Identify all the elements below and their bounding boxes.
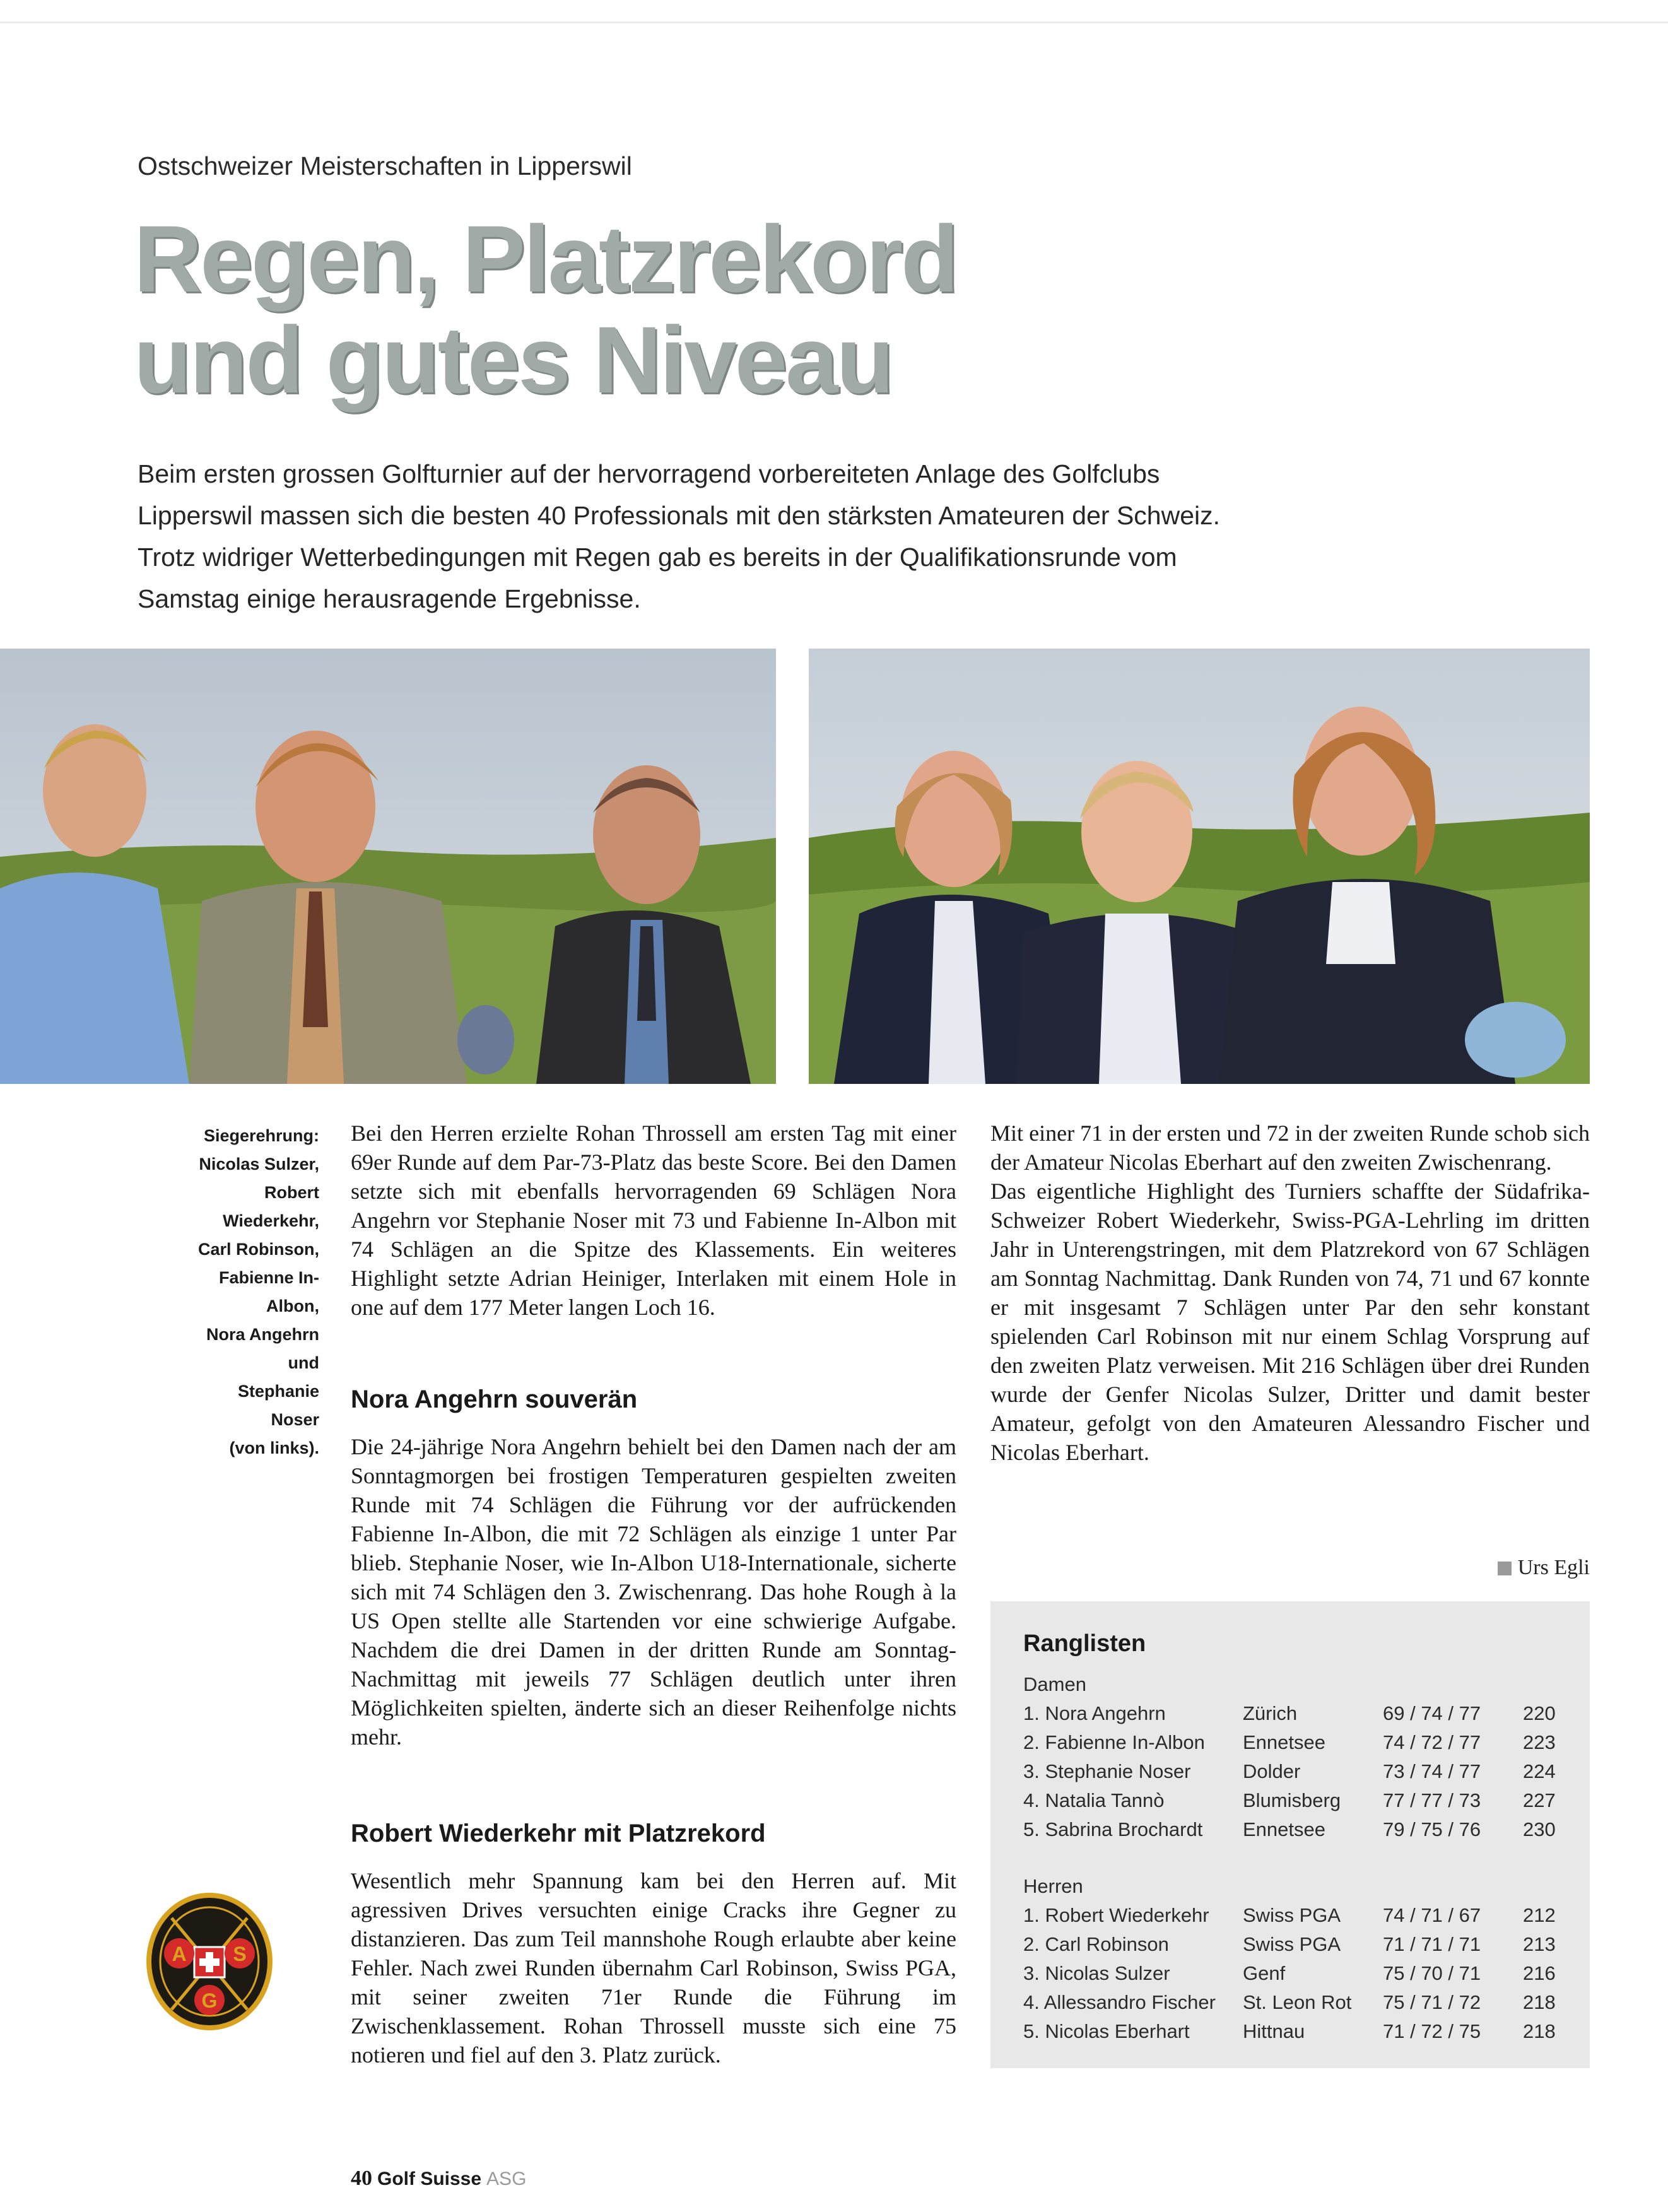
table-row <box>1023 1731 1566 1760</box>
caption-line: Stephanie Noser <box>237 1382 319 1429</box>
caption-line: Nora Angehrn und <box>206 1325 319 1372</box>
top-rule <box>0 21 1668 23</box>
table-row <box>1023 2020 1566 2049</box>
caption-line: Siegerehrung: <box>203 1126 319 1145</box>
player-rounds: 69 / 74 / 77 <box>1383 1702 1481 1724</box>
square-bullet-icon <box>1498 1562 1512 1575</box>
rankings-damen-list <box>1023 1702 1566 1847</box>
subhead-nora-angehrn: Nora Angehrn souverän <box>351 1385 638 1413</box>
player-club: Genf <box>1243 1962 1286 1984</box>
player-total: 227 <box>1523 1789 1556 1811</box>
caption-line: Fabienne In-Albon, <box>218 1268 319 1315</box>
footer-brand: Golf Suisse <box>377 2168 482 2189</box>
table-row <box>1023 1702 1566 1731</box>
rankings-group-herren: Herren <box>1023 1875 1083 1897</box>
headline <box>134 206 1522 413</box>
photo-women <box>809 649 1590 1084</box>
player-name: 2. Fabienne In-Albon <box>1023 1731 1205 1753</box>
player-club: Zürich <box>1243 1702 1298 1724</box>
player-name: 3. Nicolas Sulzer <box>1023 1962 1170 1984</box>
table-row <box>1023 1962 1566 1991</box>
rankings-group-damen: Damen <box>1023 1673 1086 1695</box>
player-name: 3. Stephanie Noser <box>1023 1760 1191 1782</box>
player-rounds: 71 / 72 / 75 <box>1383 2020 1481 2042</box>
player-name: 1. Nora Angehrn <box>1023 1702 1166 1724</box>
author-name: Urs Egli <box>1517 1556 1590 1579</box>
kicker: Ostschweizer Meisterschaften in Lipperswil <box>138 151 632 180</box>
paragraph: Wesentlich mehr Spannung kam bei den Herren auf. Mit agressiven Drives versuchten einige Cracks ihre Gegner zu distanzieren. Das zum Teil mannshohe Rough erlaubte aber keine Fehler. Nach zwei Runden übernahm Carl Robinson, Swiss PGA, mit seiner zweiten 71er Runde die Führung im Zwischenklassement. Rohan Throssell musste sich eine 75 notieren und fiel auf den 3. Platz zurück. <box>351 1868 956 2068</box>
table-row <box>1023 1789 1566 1818</box>
player-rounds: 74 / 72 / 77 <box>1383 1731 1481 1753</box>
caption-line: (von links). <box>229 1438 319 1457</box>
subhead-robert-wiederkehr: Robert Wiederkehr mit Platzrekord <box>351 1820 766 1847</box>
player-club: St. Leon Rot <box>1243 1991 1352 2013</box>
player-club: Swiss PGA <box>1243 1933 1341 1955</box>
page-number: 40 <box>351 2167 372 2190</box>
player-name: 1. Robert Wiederkehr <box>1023 1904 1209 1926</box>
player-total: 230 <box>1523 1818 1556 1840</box>
footer-asg: ASG <box>486 2168 527 2189</box>
column-2 <box>990 1119 1590 1467</box>
player-rounds: 75 / 71 / 72 <box>1383 1991 1481 2013</box>
table-row <box>1023 1933 1566 1962</box>
player-rounds: 73 / 74 / 77 <box>1383 1760 1481 1782</box>
player-total: 224 <box>1523 1760 1556 1782</box>
player-rounds: 74 / 71 / 67 <box>1383 1904 1481 1926</box>
author-byline <box>1498 1556 1590 1580</box>
player-name: 5. Sabrina Brochardt <box>1023 1818 1203 1840</box>
player-club: Blumisberg <box>1243 1789 1341 1811</box>
player-rounds: 71 / 71 / 71 <box>1383 1933 1481 1955</box>
player-name: 5. Nicolas Eberhart <box>1023 2020 1190 2042</box>
player-rounds: 77 / 77 / 73 <box>1383 1789 1481 1811</box>
headline-line-2: und gutes Niveau <box>134 307 893 413</box>
column-1-intro <box>351 1119 956 1322</box>
rankings-title: Ranglisten <box>1023 1630 1146 1657</box>
caption-line: Nicolas Sulzer, <box>199 1155 319 1174</box>
caption-line: Robert Wiederkehr, <box>223 1183 319 1230</box>
player-total: 218 <box>1523 1991 1556 2013</box>
player-club: Swiss PGA <box>1243 1904 1341 1926</box>
player-total: 218 <box>1523 2020 1556 2042</box>
player-name: 4. Allessandro Fischer <box>1023 1991 1216 2013</box>
svg-text:G: G <box>201 1989 218 2012</box>
rankings-herren-list <box>1023 1904 1566 2049</box>
paragraph: Mit einer 71 in der ersten und 72 in der zweiten Runde schob sich der Amateur Nicolas Eberhart auf den zweiten Zwischenrang. <box>990 1121 1590 1175</box>
svg-text:A: A <box>172 1943 187 1965</box>
player-rounds: 75 / 70 / 71 <box>1383 1962 1481 1984</box>
asg-logo <box>146 1893 273 2030</box>
paragraph: Die 24-jährige Nora Angehrn behielt bei den Damen nach der am Sonntagmorgen bei frostigen Temperaturen gespielten zweiten Runde mit 74 Schlägen die Führung vor der aufrückenden Fabienne In-Albon, die mit 72 Schlägen als einzige 1 unter Par blieb. Stephanie Noser, wie In-Albon U18-Internationale, sicherte sich mit 74 Schlägen den 3. Zwischenrang. Das hohe Rough à la US Open stellte alle Startenden vor eine schwierige Aufgabe. Nachdem die drei Damen in der dritten Runde am Sonntag-Nachmittag mit jeweils 77 Schlägen deutlich unter ihren Möglichkeiten spielten, änderte sich an dieser Reihenfolge nichts mehr. <box>351 1434 956 1750</box>
page-footer <box>351 2167 526 2191</box>
photo-men <box>0 649 776 1084</box>
paragraph: Das eigentliche Highlight des Turniers schaffte der Südafrika-Schweizer Robert Wiederkehr, Swiss-PGA-Lehrling im dritten Jahr in Unterengstringen, mit dem Platzrekord von 67 Schlägen am Sonntag Nachmittag. Dank Runden von 74, 71 und 67 konnte er mit insgesamt 7 Schlägen unter Par den sehr konstant spielenden Carl Robinson mit nur einem Schlag Vorsprung auf den zweiten Platz verweisen. Mit 216 Schlägen über drei Runden wurde der Genfer Nicolas Sulzer, Dritter und damit bester Amateur, gefolgt von den Amateuren Alessandro Fischer und Nicolas Eberhart. <box>990 1179 1590 1465</box>
table-row <box>1023 1760 1566 1789</box>
player-total: 213 <box>1523 1933 1556 1955</box>
headline-line-1: Regen, Platzrekord <box>134 206 957 312</box>
table-row <box>1023 1904 1566 1933</box>
player-total: 220 <box>1523 1702 1556 1724</box>
player-club: Ennetsee <box>1243 1731 1325 1753</box>
table-row <box>1023 1991 1566 2020</box>
player-total: 216 <box>1523 1962 1556 1984</box>
player-name: 2. Carl Robinson <box>1023 1933 1169 1955</box>
table-row <box>1023 1818 1566 1847</box>
player-rounds: 79 / 75 / 76 <box>1383 1818 1481 1840</box>
lead-paragraph: Beim ersten grossen Golfturnier auf der hervorragend vorbereiteten Anlage des Golfclubs Lipperswil massen sich die besten 40 Professionals mit den stärksten Amateuren der Schweiz. Trotz widriger Wetterbedingungen mit Regen gab es bereits in der Qualifikationsrunde vom Samstag einige herausragende Ergebnisse. <box>138 459 1221 613</box>
player-total: 212 <box>1523 1904 1556 1926</box>
paragraph: Bei den Herren erzielte Rohan Throssell am ersten Tag mit einer 69er Runde auf dem Par-73-Platz das beste Score. Bei den Damen setzte sich mit ebenfalls hervorragenden 69 Schlägen Nora Angehrn vor Stephanie Noser mit 73 und Fabienne In-Albon mit 74 Schlägen an die Spitze des Klassements. Ein weiteres Highlight setzte Adrian Heiniger, Interlaken mit einem Hole in one auf dem 177 Meter langen Loch 16. <box>351 1121 956 1320</box>
player-club: Hittnau <box>1243 2020 1305 2042</box>
player-name: 4. Natalia Tannò <box>1023 1789 1165 1811</box>
player-club: Ennetsee <box>1243 1818 1325 1840</box>
column-1-body-1 <box>351 1432 956 1751</box>
player-club: Dolder <box>1243 1760 1301 1782</box>
photo-caption <box>189 1122 319 1462</box>
caption-line: Carl Robinson, <box>197 1240 319 1259</box>
player-total: 223 <box>1523 1731 1556 1753</box>
column-1-body-2 <box>351 1866 956 2069</box>
svg-text:S: S <box>233 1943 247 1965</box>
